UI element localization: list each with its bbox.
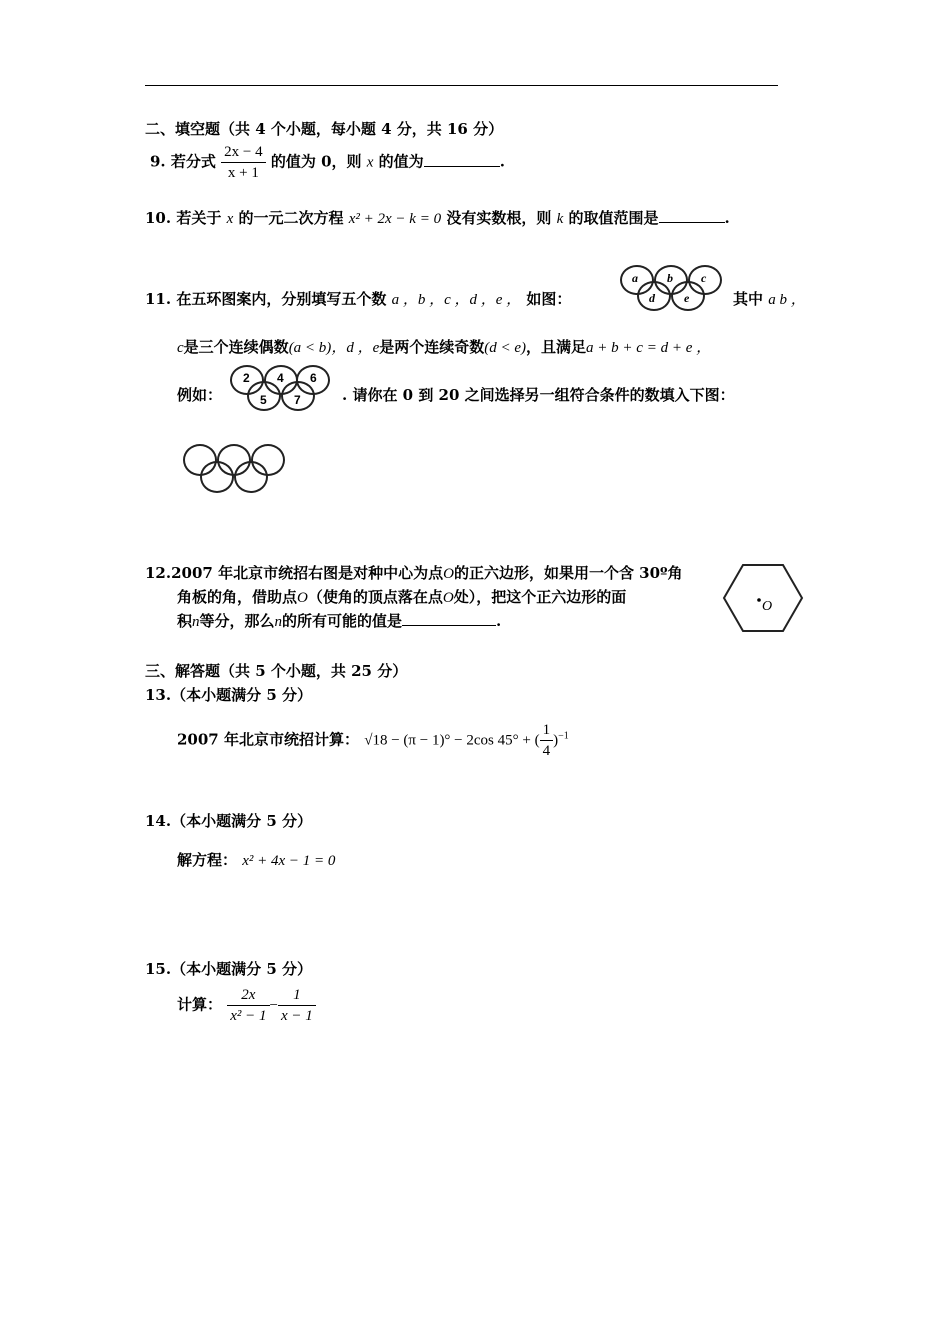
section-title: 三、解答题（共 5 个小题，共 25 分） [145, 662, 408, 680]
header-rule [145, 85, 778, 86]
question-13: 2007 年北京市统招计算： √18 − (π − 1)° − 2cos 45° + ( $\frac{1}{4}$ )$^{-1}$ [177, 722, 569, 759]
hexagon-figure [722, 562, 804, 634]
point-o-label: O [762, 599, 773, 614]
question-15-head: 15.（本小题满分 5 分） [145, 960, 312, 978]
fraction: $\frac{2x}{\text{x² − 1}}$ [227, 985, 269, 1026]
question-14-head: 14.（本小题满分 5 分） [145, 812, 312, 830]
question-number: 9. [150, 152, 166, 171]
answer-blank[interactable] [402, 611, 496, 626]
expression: √18 − (π − 1)° − 2cos 45° + ( [364, 732, 540, 749]
equation: x² + 2x − k = 0 [348, 211, 442, 227]
fraction: $\frac{2x - 4}{x + 1}$ [221, 142, 265, 183]
five-ring-figure-blank[interactable] [183, 444, 285, 494]
question-number: 12. [145, 564, 172, 582]
question-number: 10. [145, 209, 172, 227]
five-ring-figure-example: 2 4 6 5 7 [230, 365, 330, 413]
question-11: 11. 在五环图案内，分别填写五个数 a ，b ，c ，d ，e ， 如图： [145, 290, 572, 308]
question-12: 12.2007 年北京市统招右图是对种中心为点O的正六边形，如果用一个含 30º角 [145, 564, 683, 582]
fraction: $\frac{1}{x - 1}$ [278, 985, 316, 1026]
answer-blank[interactable] [659, 208, 725, 223]
section-title: 二、填空题（共 4 个小题，每小题 4 分，共 16 分） [145, 120, 504, 138]
question-14: 解方程： x² + 4x − 1 = 0 [177, 851, 336, 869]
question-9: 9. 若分式 $\frac{2x - 4}{x + 1}$ 的值为 0，则 x 的值为 . [150, 144, 505, 181]
question-number: 11. [145, 290, 172, 308]
question-15: 计算： $\frac{2x}{\text{x² − 1}}$ − $\frac{1}{x - 1}$ [177, 985, 316, 1026]
five-ring-figure-letters: a b c d e [620, 265, 725, 313]
fraction: $\frac{1}{4}$ [540, 720, 554, 761]
answer-blank[interactable] [424, 152, 500, 167]
question-10: 10. 若关于 x 的一元二次方程 x² + 2x − k = 0 没有实数根，则 k 的取值范围是 . [145, 209, 730, 227]
equation: x² + 4x − 1 = 0 [242, 853, 336, 869]
question-13-head: 13.（本小题满分 5 分） [145, 686, 312, 704]
